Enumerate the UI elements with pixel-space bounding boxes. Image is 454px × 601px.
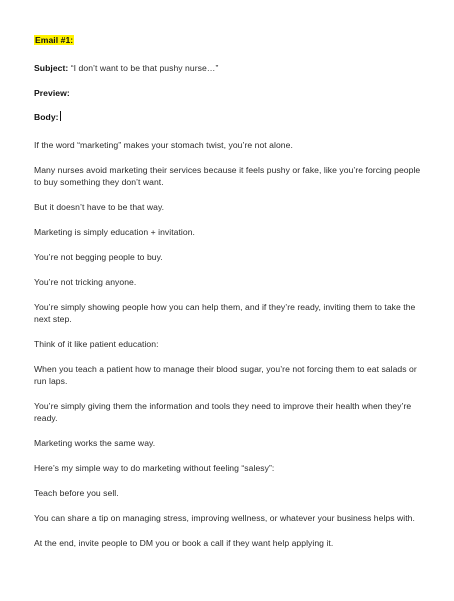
paragraph: Here’s my simple way to do marketing without feeling “salesy”: [34, 463, 275, 473]
paragraph: Marketing works the same way. [34, 438, 156, 448]
paragraph: At the end, invite people to DM you or book a call if they want help applying it. [34, 538, 334, 548]
paragraph: You’re simply showing people how you can help them, and if they’re ready, inviting them to take the next step. [34, 302, 416, 324]
paragraph: Marketing is simply education + invitation. [34, 227, 195, 237]
body-label: Body: [34, 112, 59, 122]
preview-label: Preview: [34, 87, 70, 98]
document-page [34, 34, 426, 549]
subject-label: Subject: [34, 63, 69, 73]
paragraph: But it doesn’t have to be that way. [34, 202, 165, 212]
paragraph: If the word “marketing” makes your stomach twist, you’re not alone. [34, 140, 293, 150]
paragraph: When you teach a patient how to manage their blood sugar, you’re not forcing them to eat salads or run laps. [34, 364, 417, 386]
paragraph: You’re not begging people to buy. [34, 252, 163, 262]
email-heading [34, 34, 426, 46]
body-heading [34, 111, 426, 123]
text-cursor [60, 111, 61, 121]
subject-line [34, 62, 426, 74]
paragraph: You’re not tricking anyone. [34, 277, 137, 287]
paragraph: You’re simply giving them the information and tools they need to improve their health when they’re ready. [34, 401, 412, 423]
email-number-highlight: Email #1: [35, 35, 74, 45]
paragraph: You can share a tip on managing stress, improving wellness, or whatever your business helps with. [34, 513, 415, 523]
paragraph: Many nurses avoid marketing their services because it feels pushy or fake, like you’re forcing people to buy something they don’t want. [34, 165, 421, 187]
paragraph: Think of it like patient education: [34, 339, 159, 349]
subject-text: “I don’t want to be that pushy nurse…” [70, 63, 219, 73]
paragraph: Teach before you sell. [34, 488, 119, 498]
